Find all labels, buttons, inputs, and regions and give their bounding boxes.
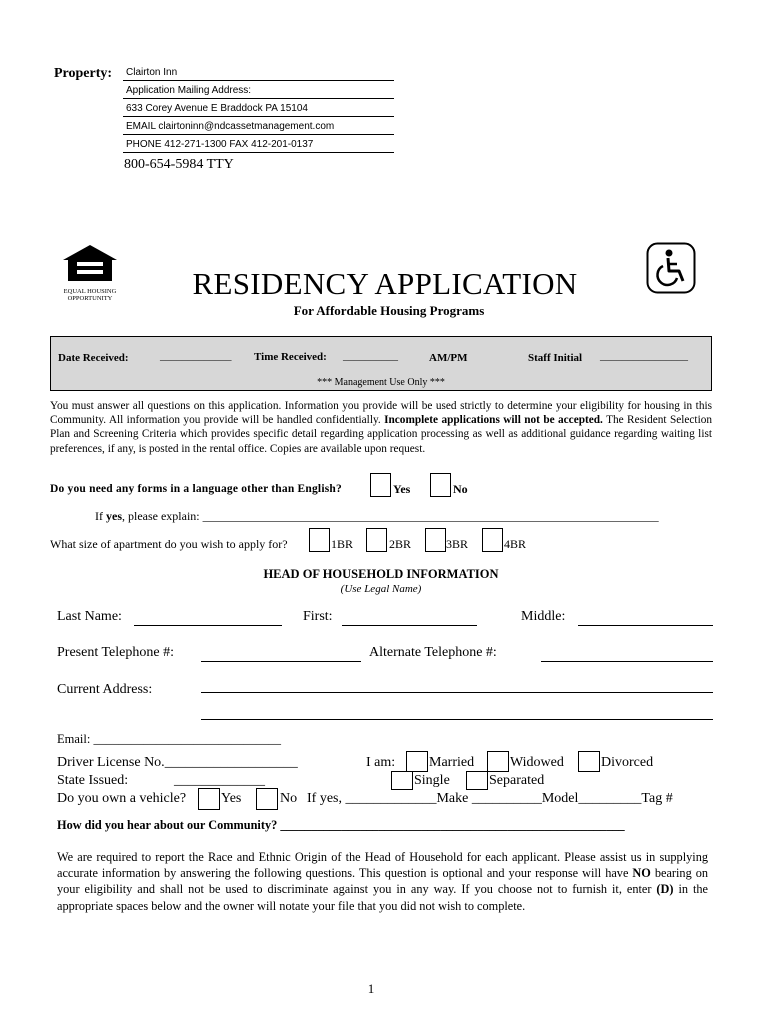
current-address-label: Current Address: [57,682,153,697]
divorced-label: Divorced [601,755,654,770]
first-name-label: First: [303,609,333,624]
page-number: 1 [367,981,375,996]
state-issued-label: State Issued: [57,773,129,788]
heard-about-question: How did you hear about our Community? [57,818,281,832]
apt-2br-label: 2BR [389,537,412,551]
head-of-household-heading: HEAD OF HOUSEHOLD INFORMATION [263,567,499,581]
middle-name-input[interactable] [578,625,713,626]
property-label: Property: [54,66,113,81]
i-am-label: I am: [366,755,396,770]
apt-3br-label: 3BR [446,537,469,551]
single-checkbox[interactable] [391,771,413,790]
driver-license-input[interactable]: ___________________ [164,755,298,770]
staff-initial-blank[interactable]: ________________ [600,350,688,362]
am-pm-label: AM/PM [429,352,468,364]
divorced-checkbox[interactable] [578,751,600,772]
present-phone-label: Present Telephone #: [57,645,174,660]
apt-1br-checkbox[interactable] [309,528,330,552]
state-issued-input[interactable]: _____________ [174,773,265,788]
apt-1br-label: 1BR [331,537,354,551]
page-title: RESIDENCY APPLICATION [192,266,578,301]
race-text-b: bearing on your eligibility and shall not be used to discriminate against you in any way. If you choose not to furnish it, enter [57,866,708,897]
race-text-d: (D) [656,882,674,897]
language-question: Do you need any forms in a language other than English? [50,483,342,495]
explain-prefix: If [95,509,106,523]
management-use-box [50,336,712,391]
language-yes-checkbox[interactable] [370,473,391,497]
first-name-input[interactable] [342,625,477,626]
time-received-label: Time Received: [254,351,327,363]
address-line-1-input[interactable] [201,692,713,693]
apt-4br-label: 4BR [504,537,527,551]
email-label: Email: [57,732,94,746]
intro-text-b: The Resident Selection Plan and Screening Criteria which provides specific detail regarding application processing as well as additional guidance regarding waiting list preferences, if any, is posted in the rental office. Copies are available upon request. [50,414,713,455]
married-checkbox[interactable] [406,751,428,772]
apt-3br-checkbox[interactable] [425,528,446,552]
driver-license-row [57,755,298,771]
equal-housing-text-1: EQUAL HOUSING [63,288,117,295]
widowed-checkbox[interactable] [487,751,509,772]
language-yes-label: Yes [393,482,411,496]
last-name-input[interactable] [134,625,282,626]
language-no-checkbox[interactable] [430,473,451,497]
mailing-address-label: Application Mailing Address: [123,84,394,99]
widowed-label: Widowed [510,755,564,770]
middle-name-label: Middle: [521,609,566,624]
head-of-household-subheading: (Use Legal Name) [340,583,422,595]
intro-text-a: You must answer all questions on this application. Information you provide will be used strictly to determine your eligibility for housing in this Community. All information you provide will be handled confidentially. [50,400,712,427]
intro-paragraph [50,399,712,456]
race-text-a: We are required to report the Race and Ethnic Origin of the Head of Household for each applicant. Please assist us in supplying accurate information by answering the following questions. This question is optional and your response will have [57,850,708,881]
race-text-no: NO [632,866,651,881]
language-no-label: No [453,482,468,496]
explain-yes: yes [106,509,122,523]
explain-blank[interactable]: ____________________________________________________________________________ [202,509,659,523]
date-received-label: Date Received: [58,352,129,364]
email-input[interactable]: ______________________________ [93,732,281,746]
vehicle-yes-checkbox[interactable] [198,788,220,810]
separated-checkbox[interactable] [466,771,488,790]
race-text-c: in the appropriate spaces below and the owner will notate your file that you did not wish to complete. [57,882,708,913]
vehicle-question: Do you own a vehicle? [57,791,187,806]
mailing-address: 633 Corey Avenue E Braddock PA 15104 [123,102,394,117]
date-received-blank[interactable]: _____________ [160,350,232,362]
tty-number: 800-654-5984 TTY [124,157,234,172]
alt-phone-input[interactable] [541,661,713,662]
married-label: Married [429,755,475,770]
management-use-note: *** Management Use Only *** [317,377,445,388]
property-name: Clairton Inn [123,66,394,81]
race-ethnic-paragraph [57,849,708,914]
equal-housing-text-2: OPPORTUNITY [67,295,113,302]
apt-2br-checkbox[interactable] [366,528,387,552]
heard-about-row [57,818,625,833]
driver-license-label: Driver License No. [57,755,165,770]
last-name-label: Last Name: [57,609,122,624]
vehicle-no-checkbox[interactable] [256,788,278,810]
separated-label: Separated [489,773,545,788]
staff-initial-label: Staff Initial [528,352,583,364]
language-explain [95,509,659,524]
apartment-size-question: What size of apartment do you wish to apply for? [50,537,288,551]
page-subtitle: For Affordable Housing Programs [293,303,485,318]
apt-4br-checkbox[interactable] [482,528,503,552]
heard-about-input[interactable]: ________________________________________________________ [280,818,625,832]
vehicle-no-label: No [280,791,298,806]
contact-email: EMAIL clairtoninn@ndcassetmanagement.com [123,120,394,135]
alt-phone-label: Alternate Telephone #: [369,645,497,660]
time-received-blank[interactable]: __________ [343,350,398,362]
single-label: Single [414,773,450,788]
email-row [57,732,281,747]
explain-suffix: , please explain: [122,509,203,523]
contact-phone: PHONE 412-271-1300 FAX 412-201-0137 [123,138,394,153]
address-line-2-input[interactable] [201,719,713,720]
vehicle-yes-label: Yes [221,791,242,806]
vehicle-details-input[interactable]: If yes, _____________Make __________Model_________Tag # [307,791,673,806]
present-phone-input[interactable] [201,661,361,662]
intro-text-bold: Incomplete applications will not be accepted. [384,414,603,427]
